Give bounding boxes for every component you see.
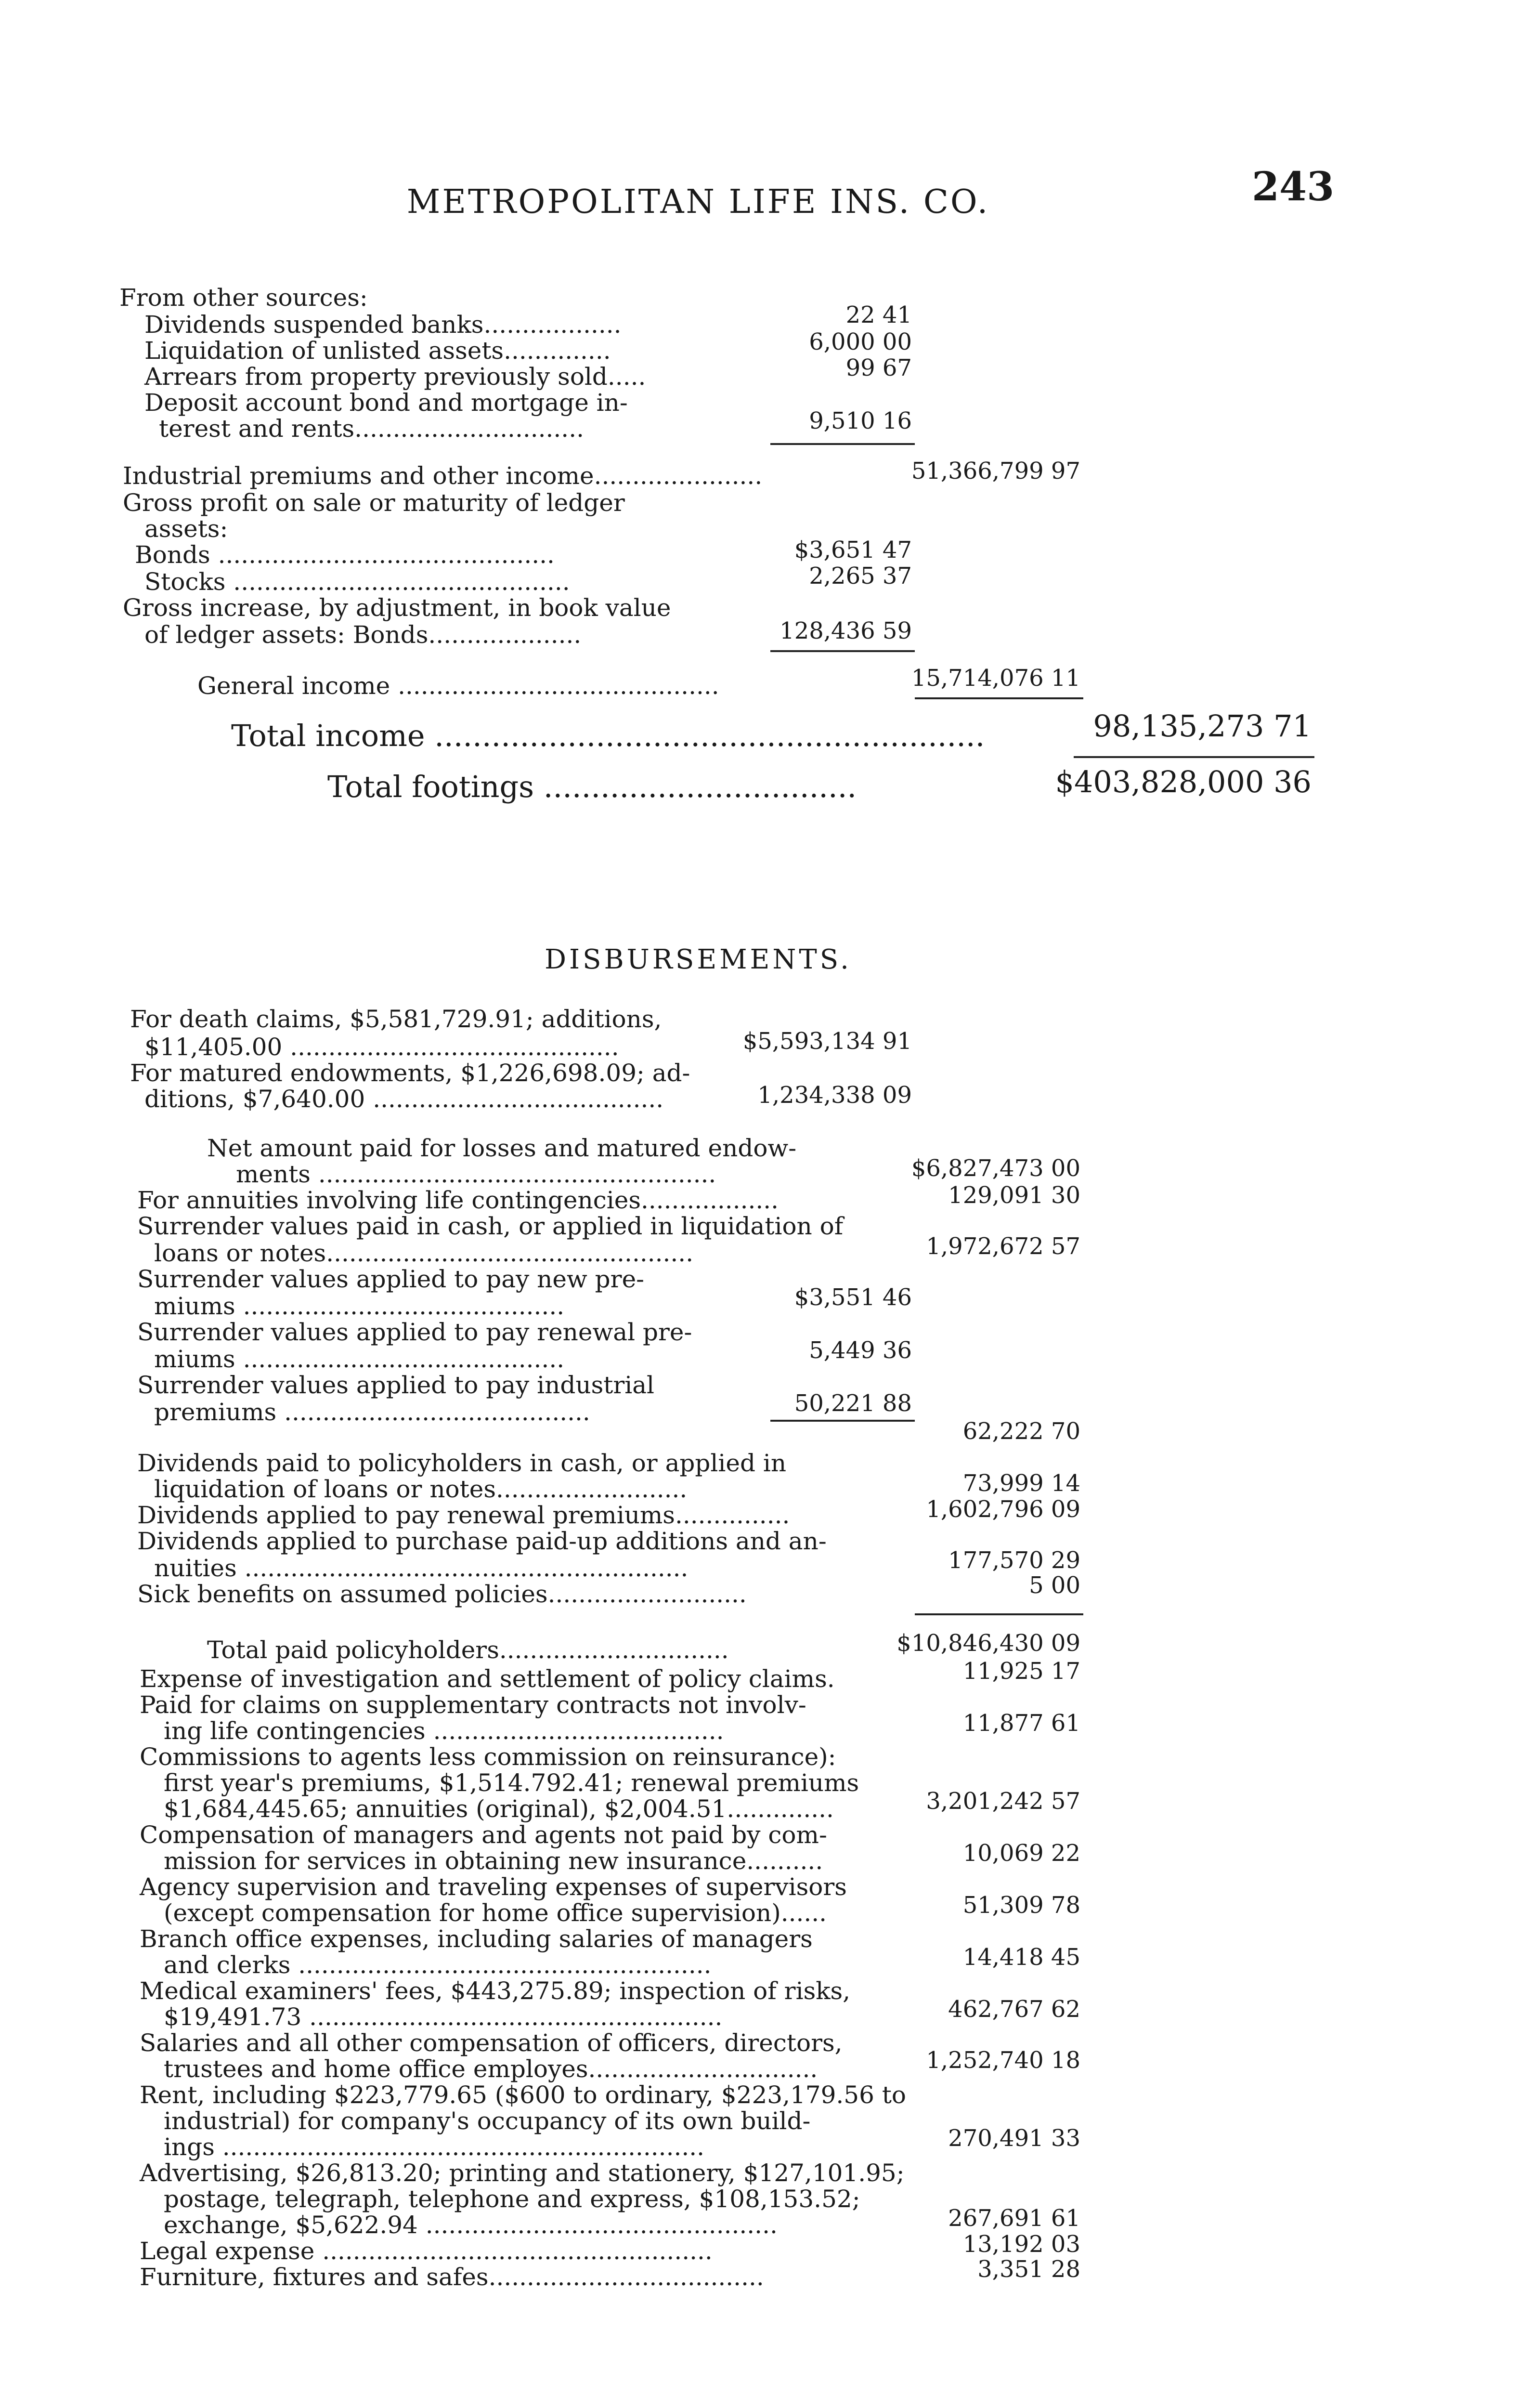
- endowments-label: ditions, $7,640.00 ......................................: [144, 1085, 664, 1113]
- income-item-label: terest and rents..............................: [159, 415, 584, 443]
- subtotal-rule: [770, 1420, 915, 1422]
- commissions-label: $1,684,445.65; annuities (original), $2,004.51..............: [164, 1795, 834, 1823]
- sick-benefits-amount: 5 00: [1029, 1572, 1080, 1599]
- advertising-label: exchange, $5,622.94 ..............................................: [164, 2211, 778, 2239]
- income-item-label: Liquidation of unlisted assets..............: [144, 337, 611, 365]
- medical-amount: 462,767 62: [948, 1996, 1080, 2023]
- branch-amount: 14,418 45: [962, 1944, 1080, 1971]
- rent-label: industrial) for company's occupancy of its own build-: [164, 2107, 811, 2135]
- industrial-premiums-amount: 51,366,799 97: [911, 458, 1080, 484]
- commissions-amount: 3,201,242 57: [926, 1788, 1080, 1815]
- compensation-amount: 10,069 22: [962, 1840, 1080, 1867]
- compensation-label: Compensation of managers and agents not paid by com-: [140, 1821, 827, 1849]
- page-number: 243: [1252, 164, 1335, 210]
- subtotal-rule: [915, 1613, 1083, 1615]
- dividends-cash-amount: 73,999 14: [962, 1470, 1080, 1497]
- surrender-new-label: miums ..........................................: [154, 1292, 565, 1320]
- expense-investigation-amount: 11,925 17: [962, 1658, 1080, 1685]
- branch-label: and clerks ......................................................: [164, 1951, 712, 1979]
- dividends-paidup-amount: 177,570 29: [948, 1547, 1080, 1574]
- gross-profit-label: Gross profit on sale or maturity of ledger: [123, 489, 625, 517]
- legal-label: Legal expense ...................................................: [140, 2237, 713, 2265]
- branch-label: Branch office expenses, including salaries of managers: [140, 1925, 813, 1953]
- bonds-amount: $3,651 47: [794, 537, 912, 563]
- medical-label: Medical examiners' fees, $443,275.89; inspection of risks,: [140, 1977, 851, 2005]
- salaries-amount: 1,252,740 18: [926, 2047, 1080, 2074]
- income-item-amount: 99 67: [845, 354, 912, 381]
- dividends-paidup-label: nuities ..........................................................: [154, 1554, 689, 1582]
- sick-benefits-label: Sick benefits on assumed policies..........................: [137, 1580, 747, 1608]
- total-paid-amount: $10,846,430 09: [896, 1630, 1080, 1657]
- other-sources-heading: From other sources:: [119, 284, 368, 312]
- surrender-renewal-amount: 5,449 36: [809, 1337, 912, 1364]
- death-claims-label: $11,405.00 ...........................................: [144, 1033, 619, 1061]
- surrender-cash-label: loans or notes................................................: [154, 1239, 694, 1267]
- furniture-amount: 3,351 28: [977, 2256, 1080, 2283]
- stocks-label: Stocks ............................................: [144, 568, 570, 596]
- gross-increase-label: of ledger assets: Bonds....................: [144, 621, 582, 649]
- surrender-industrial-label: premiums ........................................: [154, 1398, 590, 1426]
- page-header-title: METROPOLITAN LIFE INS. CO.: [406, 183, 990, 221]
- industrial-premiums-label: Industrial premiums and other income......................: [123, 462, 763, 490]
- general-income-amount: 15,714,076 11: [911, 665, 1080, 692]
- gross-profit-label: assets:: [144, 515, 228, 543]
- surrender-renewal-label: Surrender values applied to pay renewal pre-: [137, 1318, 692, 1346]
- supplementary-amount: 11,877 61: [962, 1710, 1080, 1737]
- surrender-cash-amount: 1,972,672 57: [926, 1233, 1080, 1260]
- compensation-label: mission for services in obtaining new insurance..........: [164, 1847, 823, 1875]
- dividends-renewal-amount: 1,602,796 09: [926, 1496, 1080, 1523]
- commissions-label: Commissions to agents less commission on reinsurance):: [140, 1743, 836, 1771]
- agency-label: Agency supervision and traveling expenses of supervisors: [140, 1873, 847, 1901]
- endowments-amount: 1,234,338 09: [757, 1082, 912, 1109]
- subtotal-rule: [770, 443, 915, 445]
- income-item-label: Arrears from property previously sold.....: [144, 363, 646, 391]
- dividends-renewal-label: Dividends applied to pay renewal premiums...............: [137, 1501, 790, 1529]
- total-rule: [1074, 756, 1314, 758]
- rent-label: ings ...............................................................: [164, 2133, 705, 2161]
- subtotal-rule: [915, 697, 1083, 699]
- stocks-amount: 2,265 37: [809, 563, 912, 589]
- surrender-new-amount: $3,551 46: [794, 1284, 912, 1311]
- surrender-new-label: Surrender values applied to pay new pre-: [137, 1265, 645, 1293]
- general-income-label: General income ..........................................: [197, 672, 719, 700]
- advertising-amount: 267,691 61: [948, 2205, 1080, 2232]
- income-item-label: Deposit account bond and mortgage in-: [144, 389, 628, 417]
- total-footings-label: Total footings .................................: [327, 769, 857, 804]
- gross-increase-amount: 128,436 59: [779, 617, 912, 644]
- income-item-label: Dividends suspended banks..................: [144, 311, 622, 339]
- medical-label: $19,491.73 ......................................................: [164, 2003, 723, 2031]
- surrender-renewal-label: miums ..........................................: [154, 1345, 565, 1373]
- income-item-amount: 22 41: [845, 301, 912, 328]
- total-footings-amount: $403,828,000 36: [1055, 764, 1312, 799]
- income-item-amount: 9,510 16: [809, 407, 912, 434]
- expense-investigation-label: Expense of investigation and settlement of policy claims.: [140, 1665, 835, 1693]
- salaries-label: trustees and home office employes..............................: [164, 2055, 818, 2083]
- surrender-industrial-label: Surrender values applied to pay industrial: [137, 1371, 655, 1399]
- net-amount-value: $6,827,473 00: [911, 1155, 1080, 1182]
- supplementary-label: Paid for claims on supplementary contracts not involv-: [140, 1691, 806, 1719]
- surrender-cash-label: Surrender values paid in cash, or applied in liquidation of: [137, 1212, 844, 1240]
- agency-amount: 51,309 78: [962, 1892, 1080, 1919]
- death-claims-amount: $5,593,134 91: [742, 1028, 912, 1055]
- commissions-label: first year's premiums, $1,514.792.41; renewal premiums: [164, 1769, 859, 1797]
- death-claims-label: For death claims, $5,581,729.91; additions,: [130, 1005, 662, 1033]
- annuities-amount: 129,091 30: [948, 1182, 1080, 1209]
- rent-amount: 270,491 33: [948, 2125, 1080, 2152]
- advertising-label: postage, telegraph, telephone and express, $108,153.52;: [164, 2185, 860, 2213]
- total-income-label: Total income ..........................................................: [231, 718, 985, 753]
- rent-label: Rent, including $223,779.65 ($600 to ordinary, $223,179.56 to: [140, 2081, 907, 2109]
- net-amount-label: Net amount paid for losses and matured endow-: [207, 1134, 797, 1162]
- supplementary-label: ing life contingencies ......................................: [164, 1717, 724, 1745]
- income-item-amount: 6,000 00: [809, 328, 912, 355]
- agency-label: (except compensation for home office supervision)......: [164, 1899, 827, 1927]
- annuities-label: For annuities involving life contingencies..................: [137, 1186, 779, 1214]
- gross-increase-label: Gross increase, by adjustment, in book value: [123, 594, 671, 622]
- total-paid-label: Total paid policyholders..............................: [207, 1636, 729, 1664]
- subtotal-rule: [770, 650, 915, 652]
- legal-amount: 13,192 03: [962, 2231, 1080, 2258]
- surrender-industrial-amount: 50,221 88: [794, 1390, 912, 1417]
- bonds-label: Bonds ............................................: [135, 541, 555, 569]
- net-amount-label: ments ....................................................: [236, 1160, 716, 1188]
- advertising-label: Advertising, $26,813.20; printing and stationery, $127,101.95;: [140, 2159, 905, 2187]
- endowments-label: For matured endowments, $1,226,698.09; ad-: [130, 1059, 690, 1087]
- disbursements-title: DISBURSEMENTS.: [545, 944, 852, 975]
- total-income-amount: 98,135,273 71: [1093, 708, 1312, 744]
- dividends-cash-label: Dividends paid to policyholders in cash, or applied in: [137, 1449, 787, 1477]
- dividends-cash-label: liquidation of loans or notes.........................: [154, 1475, 688, 1503]
- salaries-label: Salaries and all other compensation of officers, directors,: [140, 2029, 843, 2057]
- dividends-paidup-label: Dividends applied to purchase paid-up additions and an-: [137, 1527, 827, 1555]
- surrender-total-amount: 62,222 70: [962, 1418, 1080, 1445]
- furniture-label: Furniture, fixtures and safes....................................: [140, 2263, 764, 2291]
